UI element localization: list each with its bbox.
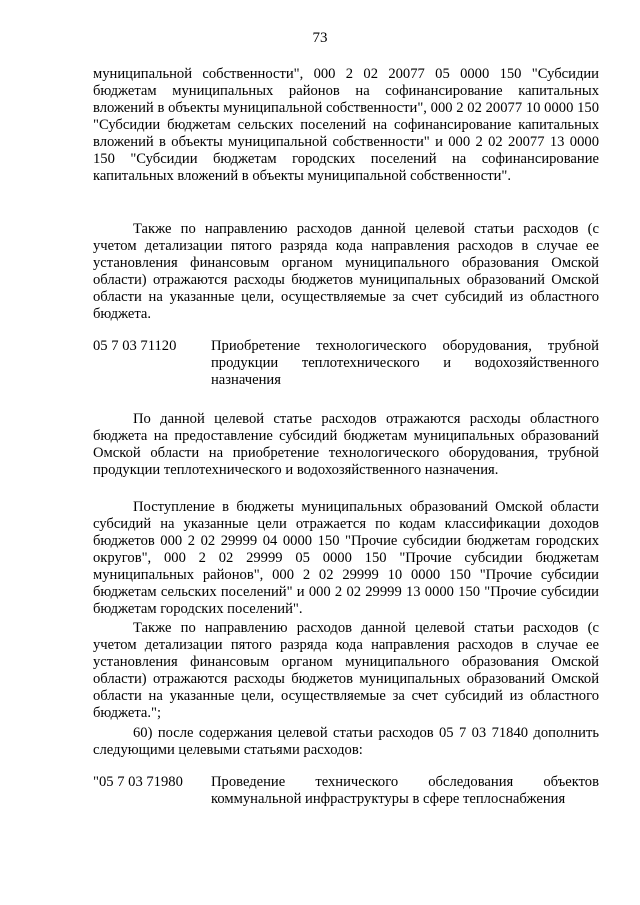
paragraph-income-codes: Поступление в бюджеты муниципальных образований Омской области субсидий на указанные цели отражается по кодам классификации доходов бюджетов 000 2 02 29999 04 0000 150 "Прочие субсидии бюджетам городских округов", 000 2 02 29999 05 0000 150 "Прочие субсидии бюджетам муниципальных районов", 000 2 02 29999 10 0000 150 "Прочие субсидии бюджетам сельских поселений" и 000 2 02 29999 13 0000 150 "Прочие субсидии бюджетам городских поселений". bbox=[93, 499, 599, 617]
paragraph-item-60: 60) после содержания целевой статьи расходов 05 7 03 71840 дополнить следующими целевыми статьями расходов: bbox=[93, 725, 599, 758]
target-article-code: 05 7 03 71120 bbox=[93, 338, 177, 354]
paragraph-budget-expenses-2: Также по направлению расходов данной целевой статьи расходов (с учетом детализации пятого разряда кода направления расходов в случае ее установления финансовым органом муниципального образования Омской области) отражаются расходы бюджетов муниципальных образований Омской области на указанные цели, осуществляемые за счет субсидий из областного бюджета."; bbox=[93, 620, 599, 721]
document-body bbox=[93, 66, 599, 808]
target-article-71980 bbox=[93, 774, 599, 808]
target-article-title: Проведение технического обследования объектов коммунальной инфраструктуры в сфере теплоснабжения bbox=[211, 774, 599, 807]
paragraph-regional-budget: По данной целевой статье расходов отражаются расходы областного бюджета на предоставление субсидий бюджетам муниципальных образований Омской области на приобретение технологического оборудования, трубной продукции теплотехнического и водохозяйственного назначения. bbox=[93, 411, 599, 478]
paragraph-budget-expenses-1: Также по направлению расходов данной целевой статьи расходов (с учетом детализации пятого разряда кода направления расходов в случае ее установления финансовым органом муниципального образования Омской области) отражаются расходы бюджетов муниципальных образований Омской области на указанные цели, осуществляемые за счет субсидий из областного бюджета. bbox=[93, 221, 599, 322]
target-article-title: Приобретение технологического оборудования, трубной продукции теплотехнического и водохозяйственного назначения bbox=[211, 338, 599, 388]
page-number: 73 bbox=[312, 30, 328, 46]
target-article-code: "05 7 03 71980 bbox=[93, 774, 183, 790]
target-article-71120 bbox=[93, 338, 599, 392]
paragraph-subsidy-codes: муниципальной собственности", 000 2 02 20077 05 0000 150 "Субсидии бюджетам муниципальных районов на софинансирование капитальных вложений в объекты муниципальной собственности", 000 2 02 20077 10 0000 150 "Субсидии бюджетам сельских поселений на софинансирование капитальных вложений в объекты муниципальной собственности" и 000 2 02 20077 13 0000 150 "Субсидии бюджетам городских поселений на софинансирование капитальных вложений в объекты муниципальной собственности". bbox=[93, 66, 599, 184]
